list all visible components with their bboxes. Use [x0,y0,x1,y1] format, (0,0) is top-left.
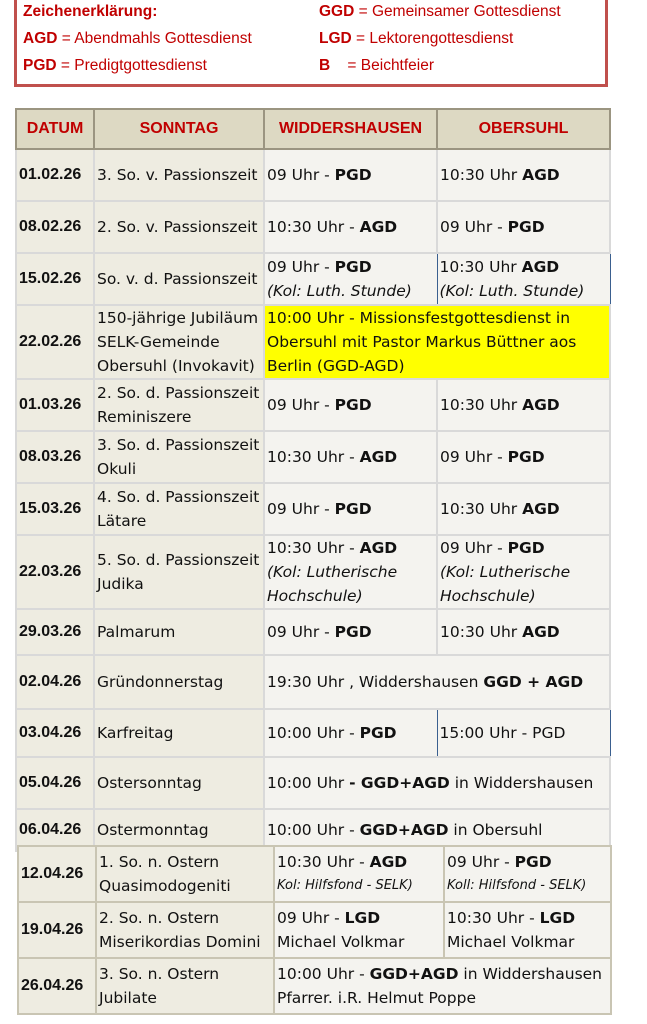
sonntag-line: Jubilate [99,989,157,1007]
legend-item-b: B = Beichtfeier [319,57,435,74]
obersuhl-cell [437,535,610,609]
widdershausen-cell [264,609,437,655]
text-part: 09 Uhr - [267,500,335,518]
service-line [267,670,607,694]
text-part: in Widdershausen [449,774,594,792]
obersuhl-cell [437,379,610,431]
bold-code: AGD [522,500,560,518]
obersuhl-cell [444,846,611,902]
service-line [440,536,607,560]
service-line [440,163,607,187]
service-line [267,215,434,239]
text-part: 09 Uhr - [440,448,508,466]
bold-code: PGD [514,853,552,871]
sonntag-line: 1. So. n. Ostern [99,853,220,871]
service-line [267,721,435,745]
date-cell: 22.03.26 [16,535,94,609]
sonntag-line: Ostermonntag [97,821,209,839]
table-row [16,149,610,201]
legend-item-lgd: LGD = Lektorengottesdienst [319,30,514,47]
sonntag-line: 3. So. n. Ostern [99,965,220,983]
bold-code: GGD+AGD [359,821,449,839]
collection-note: (Kol: Luth. Stunde) [267,282,412,300]
merged-service-cell [264,757,610,809]
service-line [267,163,434,187]
service-line: Berlin (GGD-AGD) [267,357,405,375]
service-line [267,393,434,417]
preacher-line: Pfarrer. i.R. Helmut Poppe [277,989,476,1007]
bold-code: PGD [507,539,545,557]
service-line [440,393,607,417]
date-cell: 26.04.26 [18,958,96,1014]
widdershausen-cell [264,483,437,535]
text-part: 10:30 Uhr [440,396,523,414]
bold-code: AGD [359,218,398,236]
service-line [267,497,434,521]
widdershausen-cell [264,431,437,483]
table-row [18,902,611,958]
bold-code: - GGD+AGD [349,774,450,792]
sonntag-cell [94,655,264,709]
collection-note: Kol: Hilfsfond - SELK) [277,878,413,893]
date-cell: 29.03.26 [16,609,94,655]
sonntag-cell [94,709,264,757]
obersuhl-cell [437,431,610,483]
text-part: 10:00 Uhr - [267,821,360,839]
merged-service-cell [264,305,610,379]
collection-note: (Kol: Luth. Stunde) [439,282,585,300]
widdershausen-cell [264,709,437,757]
sonntag-line: SELK-Gemeinde [97,333,220,351]
date-cell: 19.04.26 [18,902,96,958]
text-part: 10:00 Uhr - [277,965,370,983]
text-part: 10:00 Uhr [267,774,350,792]
schedule-table [15,108,611,852]
sonntag-cell [94,757,264,809]
sonntag-line: Ostersonntag [97,774,202,792]
service-line [267,445,434,469]
obersuhl-cell [437,709,610,757]
bold-code: PGD [334,258,372,276]
service-line [277,962,608,986]
service-line [440,721,608,745]
sonntag-line: Palmarum [97,623,176,641]
sonntag-line: Miserikordias Domini [99,933,261,951]
service-line [440,215,607,239]
obersuhl-cell [437,253,610,305]
text-part: 09 Uhr - [447,853,515,871]
sonntag-cell [94,253,264,305]
header-widdershausen: WIDDERSHAUSEN [264,109,437,149]
sonntag-cell [94,431,264,483]
legend-item-ggd: GGD = Gemeinsamer Gottesdienst [319,3,561,20]
legend-item-agd: AGD = Abendmahls Gottesdienst [23,30,252,47]
service-line: 10:00 Uhr - Missionsfestgottesdienst in [267,309,571,327]
bold-code: AGD [359,539,398,557]
sonntag-cell [94,609,264,655]
service-line [267,818,607,842]
bold-code: PGD [359,724,397,742]
bold-code: PGD [334,396,372,414]
table-row [16,431,610,483]
merged-service-cell [274,958,611,1014]
text-part: 10:30 Uhr - [277,853,370,871]
sonntag-line: Obersuhl (Invokavit) [97,357,255,375]
service-line [440,497,607,521]
date-cell: 05.04.26 [16,757,94,809]
service-line [277,850,441,874]
bold-code: AGD [359,448,398,466]
service-line [267,255,435,279]
collection-note: Michael Volkmar [447,933,575,951]
bold-code: AGD [369,853,408,871]
sonntag-line: Lätare [97,512,147,530]
sonntag-cell [94,379,264,431]
merged-service-cell [264,655,610,709]
date-cell: 01.03.26 [16,379,94,431]
text-part: 09 Uhr - [440,218,508,236]
collection-note: (Kol: Lutherische Hochschule) [267,563,398,605]
sonntag-line: So. v. d. Passionszeit [97,270,258,288]
sonntag-cell [96,846,274,902]
sonntag-cell [94,149,264,201]
sonntag-line: Quasimodogeniti [99,877,231,895]
table-row [16,535,610,609]
service-line [440,445,607,469]
date-cell: 02.04.26 [16,655,94,709]
bold-code: AGD [522,396,560,414]
text-part: 09 Uhr - [277,909,345,927]
date-cell: 08.02.26 [16,201,94,253]
date-cell: 03.04.26 [16,709,94,757]
table-row [16,709,610,757]
table-row [16,253,610,305]
text-part: 15:00 Uhr - [439,724,533,742]
sonntag-line: Karfreitag [97,724,174,742]
table-row [16,379,610,431]
obersuhl-cell [437,483,610,535]
text-part: in Widdershausen [458,965,603,983]
text-part: 10:00 Uhr - [267,724,360,742]
sonntag-line: 2. So. d. Passionszeit [97,384,260,402]
text-part: 09 Uhr - [267,623,335,641]
table-row [18,958,611,1014]
bold-code: PGD [507,448,545,466]
bold-code: AGD [522,623,560,641]
sonntag-line: 2. So. v. Passionszeit [97,218,258,236]
widdershausen-cell [264,149,437,201]
text-part: 10:30 Uhr - [447,909,540,927]
service-line [277,906,441,930]
legend-box [14,0,608,87]
sonntag-cell [96,958,274,1014]
table-row [16,609,610,655]
text-part: 19:30 Uhr , Widdershausen [267,673,484,691]
service-line [447,906,608,930]
table-row [16,655,610,709]
sonntag-cell [96,902,274,958]
sonntag-cell [94,201,264,253]
text-part: 10:30 Uhr [439,258,522,276]
bold-code: PGD [507,218,545,236]
date-cell: 01.02.26 [16,149,94,201]
text-part: 10:30 Uhr [440,166,523,184]
text-part: 10:30 Uhr - [267,218,360,236]
widdershausen-cell [264,535,437,609]
bold-code: AGD [522,166,560,184]
widdershausen-cell [264,379,437,431]
service-line [440,620,607,644]
sonntag-line: 3. So. v. Passionszeit [97,166,258,184]
service-line [447,850,608,874]
sonntag-line: Gründonnerstag [97,673,224,691]
sonntag-line: 2. So. n. Ostern [99,909,220,927]
bold-code: AGD [521,258,560,276]
table-row [16,483,610,535]
widdershausen-cell [274,902,444,958]
sonntag-line: 4. So. d. Passionszeit [97,488,260,506]
date-cell: 06.04.26 [16,809,94,851]
widdershausen-cell [264,253,437,305]
collection-note: Michael Volkmar [277,933,405,951]
bold-code: PGD [334,166,372,184]
text-part: 09 Uhr - [267,258,335,276]
text-part: 09 Uhr - [440,539,508,557]
obersuhl-cell [437,149,610,201]
table-row [16,201,610,253]
table-row [16,305,610,379]
schedule-table-continued [17,845,612,1015]
sonntag-cell [94,305,264,379]
widdershausen-cell [274,846,444,902]
widdershausen-cell [264,201,437,253]
text-part: 09 Uhr - [267,396,335,414]
sonntag-line: Judika [97,575,144,593]
date-cell: 15.03.26 [16,483,94,535]
bold-code: GGD + AGD [483,673,584,691]
sonntag-line: 5. So. d. Passionszeit [97,551,260,569]
header-datum: DATUM [16,109,94,149]
legend-title: Zeichenerklärung: [23,3,158,20]
date-cell: 15.02.26 [16,253,94,305]
collection-note: (Kol: Lutherische Hochschule) [440,563,571,605]
bold-code: LGD [344,909,381,927]
text-part: 10:30 Uhr [440,500,523,518]
sonntag-line: Okuli [97,460,137,478]
date-cell: 12.04.26 [18,846,96,902]
obersuhl-cell [437,201,610,253]
table-row [16,757,610,809]
service-line [267,620,434,644]
service-line [440,255,608,279]
service-line: Obersuhl mit Pastor Markus Büttner aos [267,333,577,351]
legend-item-pgd: PGD = Predigtgottesdienst [23,57,207,74]
sonntag-line: Reminiszere [97,408,192,426]
table-row [18,846,611,902]
sonntag-line: 3. So. d. Passionszeit [97,436,260,454]
sonntag-cell [94,535,264,609]
sonntag-cell [94,483,264,535]
obersuhl-cell [444,902,611,958]
text-part: 10:30 Uhr - [267,539,360,557]
bold-code: PGD [334,500,372,518]
header-obersuhl: OBERSUHL [437,109,610,149]
service-line [267,771,607,795]
text-part: PGD [532,724,566,742]
text-part: 09 Uhr - [267,166,335,184]
bold-code: PGD [334,623,372,641]
obersuhl-cell [437,609,610,655]
bold-code: LGD [539,909,576,927]
service-line [267,536,434,560]
collection-note: Koll: Hilfsfond - SELK) [447,878,587,893]
bold-code: GGD+AGD [369,965,459,983]
date-cell: 22.02.26 [16,305,94,379]
text-part: 10:30 Uhr [440,623,523,641]
text-part: in Obersuhl [448,821,543,839]
header-sonntag: SONNTAG [94,109,264,149]
date-cell: 08.03.26 [16,431,94,483]
text-part: 10:30 Uhr - [267,448,360,466]
sonntag-line: 150-jährige Jubiläum [97,309,259,327]
